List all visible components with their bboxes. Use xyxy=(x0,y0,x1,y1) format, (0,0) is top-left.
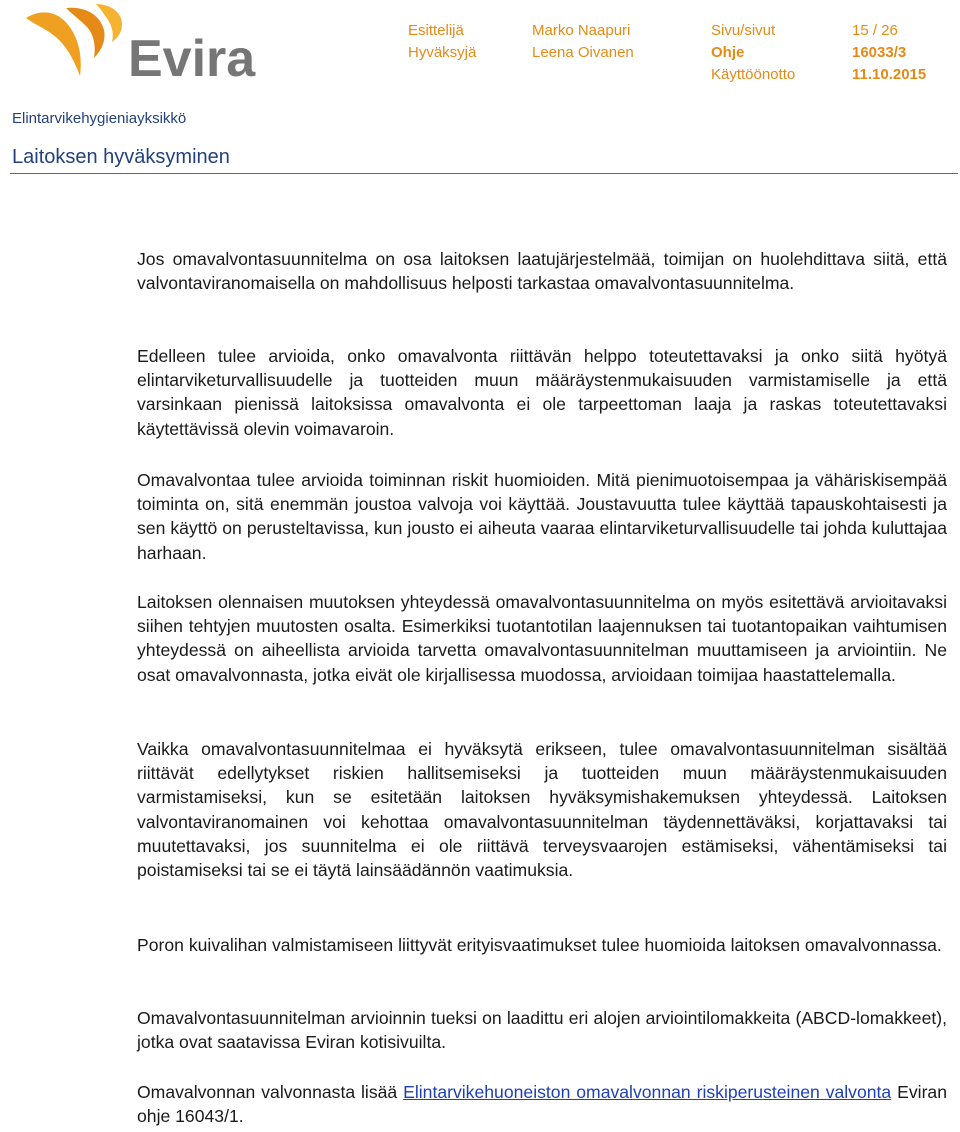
body-paragraph: Poron kuivalihan valmistamiseen liittyvät erityisvaatimukset tulee huomioida laitoksen omavalvonnassa. xyxy=(137,935,942,955)
body-paragraph: Laitoksen olennaisen muutoksen yhteydessä omavalvontasuunnitelma on myös esitettävä arvioitavaksi siihen tehtyjen muutosten osalta. Esimerkiksi tuotantotilan laajennuksen tai tuotantopaikan vaihtumisen yhteydessä on aiheellista arvioida tarvetta omavalvontasuunnitelman muuttamiseen ja arviointiin. Ne osat omavalvonnasta, jotka eivät ole kirjallisessa muodossa, arvioidaan toimijaa haastattelemalla. xyxy=(137,592,947,685)
doc-status: Käyttöönotto xyxy=(711,66,796,83)
body-paragraph: Jos omavalvontasuunnitelma on osa laitoksen laatujärjestelmää, toimijan on huolehdittava siitä, että valvontaviranomaisella on mahdollisuus helposti tarkastaa omavalvontasuunnitelma. xyxy=(137,249,947,294)
section-title: Laitoksen hyväksyminen xyxy=(12,146,230,168)
guidance-link[interactable]: Elintarvikehuoneiston omavalvonnan riskiperusteinen valvonta xyxy=(403,1082,892,1102)
doc-date: 11.10.2015 xyxy=(852,66,927,83)
body-paragraph: Vaikka omavalvontasuunnitelmaa ei hyväksytä erikseen, tulee omavalvontasuunnitelman sisältää riittävät edellytykset riskien hallitsemiseksi ja tuotteiden muun määräystenmukaisuuden varmistamiseksi, kun se esitetään laitoksen hyväksymishakemuksen yhteydessä. Laitoksen valvontaviranomainen voi kehottaa omavalvontasuunnitelman täydennettäväksi, korjattavaksi tai muutettavaksi, jos suunnitelma ei ole riittävä terveysvaarojen estämiseksi, vähentämiseksi tai poistamiseksi tai se ei täytä lainsäädännön vaatimuksia. xyxy=(137,739,947,881)
header-divider xyxy=(10,173,958,174)
doc-type: Ohje xyxy=(711,44,745,61)
presenter-label: Esittelijä xyxy=(408,22,464,39)
body-paragraph: Edelleen tulee arvioida, onko omavalvonta riittävän helppo toteutettavaksi ja onko siitä hyötyä elintarviketurvallisuudelle ja tuotteiden muun määräystenmukaisuuden varmistamiselle ja että varsinkaan pienissä laitoksissa omavalvonta ei ole tarpeettoman laaja ja raskas toteutettavaksi käytettävissä olevin voimavaroin. xyxy=(137,346,947,439)
body-paragraph: Omavalvontaa tulee arvioida toiminnan riskit huomioiden. Mitä pienimuotoisempaa ja vähäriskisempää toiminta on, sitä enemmän joustoa valvoja voi käyttää. Joustavuutta tulee käyttää tapauskohtaisesti ja sen käyttö on perusteltavissa, kun jousto ei aiheuta vaaraa elintarviketurvallisuudelle tai johda kuluttajaa harhaan. xyxy=(137,470,947,563)
evira-logo-graphic xyxy=(22,4,277,80)
doc-number: 16033/3 xyxy=(852,44,907,61)
pages-value: 15 / 26 xyxy=(852,22,898,39)
final-paragraph-prefix: Omavalvonnan valvonnasta lisää xyxy=(137,1082,404,1102)
pages-label: Sivu/sivut xyxy=(711,22,776,39)
brand-wordmark: Evira xyxy=(128,30,256,80)
body-paragraph: Omavalvontasuunnitelman arvioinnin tueksi on laadittu eri alojen arviointilomakkeita (ABCD-lomakkeet), jotka ovat saatavissa Eviran kotisivuilta. xyxy=(137,1008,947,1053)
final-paragraph xyxy=(137,1080,947,1128)
final-paragraph-suffix: Eviran ohje 16043/1. xyxy=(137,1082,947,1127)
approver-label: Hyväksyjä xyxy=(408,44,477,61)
unit-name: Elintarvikehygieniayksikkö xyxy=(12,110,187,127)
evira-logo xyxy=(22,4,277,80)
approver-name: Leena Oivanen xyxy=(532,44,634,61)
presenter-name: Marko Naapuri xyxy=(532,22,631,39)
